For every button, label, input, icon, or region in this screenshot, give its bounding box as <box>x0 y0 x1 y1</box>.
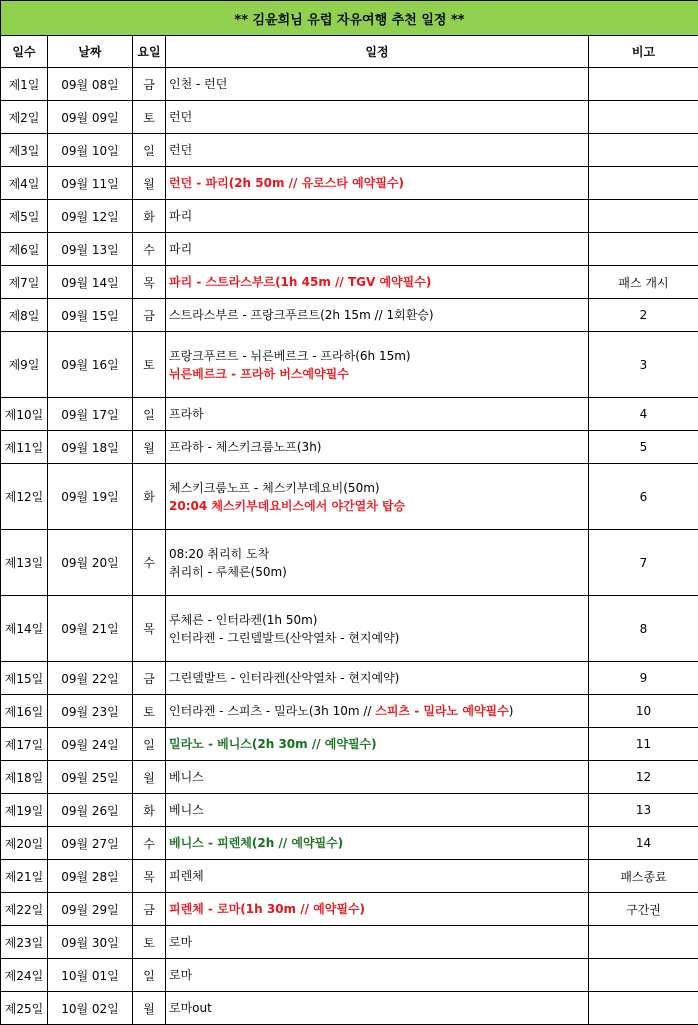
note-cell <box>589 134 698 167</box>
schedule-text: 그린델발트 - 인터라켄(산악열차 - 현지예약) <box>169 671 400 685</box>
note-cell <box>589 926 698 959</box>
schedule-text: 스트라스부르 - 프랑크푸르트(2h 15m // 1회환승) <box>169 308 434 322</box>
weekday-cell: 화 <box>133 794 166 827</box>
weekday-cell: 토 <box>133 926 166 959</box>
table-row <box>1 794 698 827</box>
day-cell: 제8일 <box>1 299 48 332</box>
schedule-cell <box>166 266 589 299</box>
schedule-line <box>169 497 588 515</box>
schedule-text: 프랑크푸르트 - 뉘른베르크 - 프라하(6h 15m) <box>169 348 411 363</box>
schedule-line <box>169 669 588 687</box>
date-cell: 09월 28일 <box>48 860 133 893</box>
date-cell: 09월 25일 <box>48 761 133 794</box>
schedule-text: 런던 <box>169 143 193 157</box>
weekday-cell: 월 <box>133 992 166 1025</box>
schedule-cell <box>166 299 589 332</box>
schedule-line <box>169 273 588 291</box>
schedule-line <box>169 207 588 225</box>
schedule-highlight: 밀라노 - 베니스(2h 30m // 예약필수) <box>169 737 377 751</box>
schedule-text: 프라하 <box>169 407 204 421</box>
date-cell: 09월 17일 <box>48 398 133 431</box>
schedule-text: 프라하 - 체스키크룸노프(3h) <box>169 440 322 454</box>
schedule-cell <box>166 530 589 596</box>
table-row <box>1 134 698 167</box>
schedule-highlight: 파리 - 스트라스부르(1h 45m // TGV 예약필수) <box>169 275 432 289</box>
weekday-cell: 금 <box>133 68 166 101</box>
schedule-cell <box>166 68 589 101</box>
schedule-line <box>169 801 588 819</box>
note-cell: 10 <box>589 695 698 728</box>
table-row <box>1 959 698 992</box>
note-cell: 14 <box>589 827 698 860</box>
schedule-text: 인터라켄 - 스피츠 - 밀라노(3h 10m // <box>169 704 376 718</box>
schedule-cell <box>166 827 589 860</box>
day-cell: 제17일 <box>1 728 48 761</box>
schedule-cell <box>166 926 589 959</box>
day-cell: 제1일 <box>1 68 48 101</box>
date-cell: 09월 16일 <box>48 332 133 398</box>
schedule-line <box>169 629 588 647</box>
schedule-cell <box>166 464 589 530</box>
table-row <box>1 827 698 860</box>
note-cell <box>589 101 698 134</box>
schedule-line <box>169 933 588 951</box>
schedule-text: ) <box>508 704 514 718</box>
schedule-line <box>169 347 588 365</box>
schedule-text: 파리 <box>169 209 193 223</box>
date-cell: 09월 09일 <box>48 101 133 134</box>
weekday-cell: 월 <box>133 761 166 794</box>
weekday-cell: 화 <box>133 200 166 233</box>
schedule-text: 08:20 취리히 도착 <box>169 546 270 561</box>
schedule-cell <box>166 662 589 695</box>
schedule-cell <box>166 959 589 992</box>
table-row <box>1 662 698 695</box>
schedule-text: 인천 - 런던 <box>169 77 228 91</box>
date-cell: 09월 30일 <box>48 926 133 959</box>
day-cell: 제6일 <box>1 233 48 266</box>
weekday-cell: 월 <box>133 167 166 200</box>
table-row <box>1 992 698 1025</box>
schedule-highlight: 베니스 - 피렌체(2h // 예약필수) <box>169 836 344 850</box>
note-cell: 구간권 <box>589 893 698 926</box>
weekday-cell: 목 <box>133 596 166 662</box>
date-cell: 09월 27일 <box>48 827 133 860</box>
header-row <box>1 36 698 68</box>
note-cell <box>589 68 698 101</box>
date-cell: 09월 15일 <box>48 299 133 332</box>
schedule-text: 파리 <box>169 242 193 256</box>
schedule-cell <box>166 233 589 266</box>
day-cell: 제5일 <box>1 200 48 233</box>
schedule-line <box>169 999 588 1017</box>
schedule-text: 로마 <box>169 968 193 982</box>
date-cell: 09월 12일 <box>48 200 133 233</box>
table-row <box>1 860 698 893</box>
schedule-line <box>169 702 588 720</box>
weekday-cell: 수 <box>133 827 166 860</box>
day-cell: 제10일 <box>1 398 48 431</box>
schedule-cell <box>166 794 589 827</box>
table-row <box>1 431 698 464</box>
schedule-highlight: 20:04 체스키부데요비스에서 야간열차 탑승 <box>169 498 406 513</box>
weekday-cell: 월 <box>133 431 166 464</box>
date-cell: 09월 20일 <box>48 530 133 596</box>
schedule-highlight: 피렌체 - 로마(1h 30m // 예약필수) <box>169 902 366 916</box>
schedule-cell <box>166 893 589 926</box>
schedule-line <box>169 867 588 885</box>
weekday-cell: 일 <box>133 728 166 761</box>
schedule-line <box>169 735 588 753</box>
table-row <box>1 200 698 233</box>
date-cell: 09월 23일 <box>48 695 133 728</box>
date-cell: 09월 13일 <box>48 233 133 266</box>
schedule-line <box>169 141 588 159</box>
note-cell <box>589 200 698 233</box>
note-cell: 12 <box>589 761 698 794</box>
weekday-cell: 일 <box>133 134 166 167</box>
table-row <box>1 398 698 431</box>
table-title: ** 김윤희님 유럽 자유여행 추천 일정 ** <box>1 1 698 36</box>
schedule-highlight: 스피츠 - 밀라노 예약필수 <box>375 704 509 718</box>
schedule-line <box>169 108 588 126</box>
table-row <box>1 530 698 596</box>
note-cell: 8 <box>589 596 698 662</box>
weekday-cell: 금 <box>133 299 166 332</box>
day-cell: 제22일 <box>1 893 48 926</box>
schedule-text: 루체른 - 인터라켄(1h 50m) <box>169 612 318 627</box>
schedule-line <box>169 174 588 192</box>
schedule-cell <box>166 431 589 464</box>
table-body <box>1 68 698 1025</box>
day-cell: 제18일 <box>1 761 48 794</box>
date-cell: 09월 26일 <box>48 794 133 827</box>
schedule-line <box>169 479 588 497</box>
weekday-cell: 금 <box>133 893 166 926</box>
schedule-cell <box>166 695 589 728</box>
table-row <box>1 893 698 926</box>
schedule-line <box>169 966 588 984</box>
day-cell: 제21일 <box>1 860 48 893</box>
note-cell: 7 <box>589 530 698 596</box>
note-cell: 6 <box>589 464 698 530</box>
header-date: 날짜 <box>48 36 133 68</box>
note-cell: 9 <box>589 662 698 695</box>
table-row <box>1 695 698 728</box>
schedule-cell <box>166 860 589 893</box>
schedule-line <box>169 900 588 918</box>
weekday-cell: 일 <box>133 398 166 431</box>
table-row <box>1 167 698 200</box>
schedule-cell <box>166 992 589 1025</box>
day-cell: 제7일 <box>1 266 48 299</box>
table-row <box>1 332 698 398</box>
schedule-line <box>169 306 588 324</box>
day-cell: 제13일 <box>1 530 48 596</box>
weekday-cell: 수 <box>133 233 166 266</box>
schedule-line <box>169 75 588 93</box>
table-row <box>1 233 698 266</box>
header-weekday: 요일 <box>133 36 166 68</box>
schedule-cell <box>166 332 589 398</box>
header-schedule: 일정 <box>166 36 589 68</box>
table-row <box>1 464 698 530</box>
schedule-cell <box>166 200 589 233</box>
table-row <box>1 761 698 794</box>
schedule-cell <box>166 761 589 794</box>
note-cell: 3 <box>589 332 698 398</box>
date-cell: 09월 21일 <box>48 596 133 662</box>
day-cell: 제11일 <box>1 431 48 464</box>
weekday-cell: 화 <box>133 464 166 530</box>
note-cell <box>589 233 698 266</box>
schedule-line <box>169 545 588 563</box>
weekday-cell: 금 <box>133 662 166 695</box>
schedule-cell <box>166 728 589 761</box>
schedule-cell <box>166 101 589 134</box>
schedule-line <box>169 405 588 423</box>
note-cell: 11 <box>589 728 698 761</box>
weekday-cell: 수 <box>133 530 166 596</box>
note-cell <box>589 959 698 992</box>
day-cell: 제12일 <box>1 464 48 530</box>
day-cell: 제20일 <box>1 827 48 860</box>
schedule-text: 피렌체 <box>169 869 204 883</box>
note-cell <box>589 167 698 200</box>
day-cell: 제3일 <box>1 134 48 167</box>
table-row <box>1 299 698 332</box>
weekday-cell: 목 <box>133 266 166 299</box>
day-cell: 제2일 <box>1 101 48 134</box>
schedule-highlight: 뉘른베르크 - 프라하 버스예약필수 <box>169 366 349 381</box>
schedule-cell <box>166 167 589 200</box>
day-cell: 제23일 <box>1 926 48 959</box>
table-row <box>1 728 698 761</box>
header-note: 비고 <box>589 36 698 68</box>
schedule-line <box>169 563 588 581</box>
date-cell: 09월 22일 <box>48 662 133 695</box>
day-cell: 제14일 <box>1 596 48 662</box>
schedule-line <box>169 768 588 786</box>
schedule-text: 로마 <box>169 935 193 949</box>
note-cell <box>589 992 698 1025</box>
table-row <box>1 68 698 101</box>
date-cell: 10월 01일 <box>48 959 133 992</box>
table-row <box>1 926 698 959</box>
day-cell: 제19일 <box>1 794 48 827</box>
table-row <box>1 101 698 134</box>
schedule-text: 로마out <box>169 1001 212 1015</box>
date-cell: 09월 19일 <box>48 464 133 530</box>
note-cell: 13 <box>589 794 698 827</box>
schedule-text: 인터라켄 - 그린델발트(산악열차 - 현지예약) <box>169 630 400 645</box>
day-cell: 제15일 <box>1 662 48 695</box>
schedule-line <box>169 240 588 258</box>
schedule-line <box>169 365 588 383</box>
date-cell: 09월 18일 <box>48 431 133 464</box>
date-cell: 09월 10일 <box>48 134 133 167</box>
schedule-text: 체스키크룸노프 - 체스키부데요비(50m) <box>169 480 380 495</box>
day-cell: 제4일 <box>1 167 48 200</box>
date-cell: 10월 02일 <box>48 992 133 1025</box>
schedule-cell <box>166 134 589 167</box>
schedule-cell <box>166 596 589 662</box>
schedule-highlight: 런던 - 파리(2h 50m // 유로스타 예약필수) <box>169 176 404 190</box>
day-cell: 제24일 <box>1 959 48 992</box>
table-row <box>1 596 698 662</box>
date-cell: 09월 29일 <box>48 893 133 926</box>
schedule-line <box>169 438 588 456</box>
day-cell: 제25일 <box>1 992 48 1025</box>
schedule-line <box>169 611 588 629</box>
date-cell: 09월 14일 <box>48 266 133 299</box>
note-cell: 5 <box>589 431 698 464</box>
note-cell: 2 <box>589 299 698 332</box>
schedule-text: 베니스 <box>169 803 204 817</box>
header-day: 일수 <box>1 36 48 68</box>
weekday-cell: 토 <box>133 695 166 728</box>
date-cell: 09월 08일 <box>48 68 133 101</box>
date-cell: 09월 24일 <box>48 728 133 761</box>
day-cell: 제9일 <box>1 332 48 398</box>
schedule-cell <box>166 398 589 431</box>
day-cell: 제16일 <box>1 695 48 728</box>
weekday-cell: 일 <box>133 959 166 992</box>
weekday-cell: 토 <box>133 101 166 134</box>
weekday-cell: 토 <box>133 332 166 398</box>
note-cell: 4 <box>589 398 698 431</box>
schedule-line <box>169 834 588 852</box>
schedule-text: 베니스 <box>169 770 204 784</box>
table-row <box>1 266 698 299</box>
note-cell: 패스종료 <box>589 860 698 893</box>
schedule-text: 런던 <box>169 110 193 124</box>
date-cell: 09월 11일 <box>48 167 133 200</box>
note-cell: 패스 개시 <box>589 266 698 299</box>
weekday-cell: 목 <box>133 860 166 893</box>
schedule-text: 취리히 - 루체른(50m) <box>169 564 287 579</box>
